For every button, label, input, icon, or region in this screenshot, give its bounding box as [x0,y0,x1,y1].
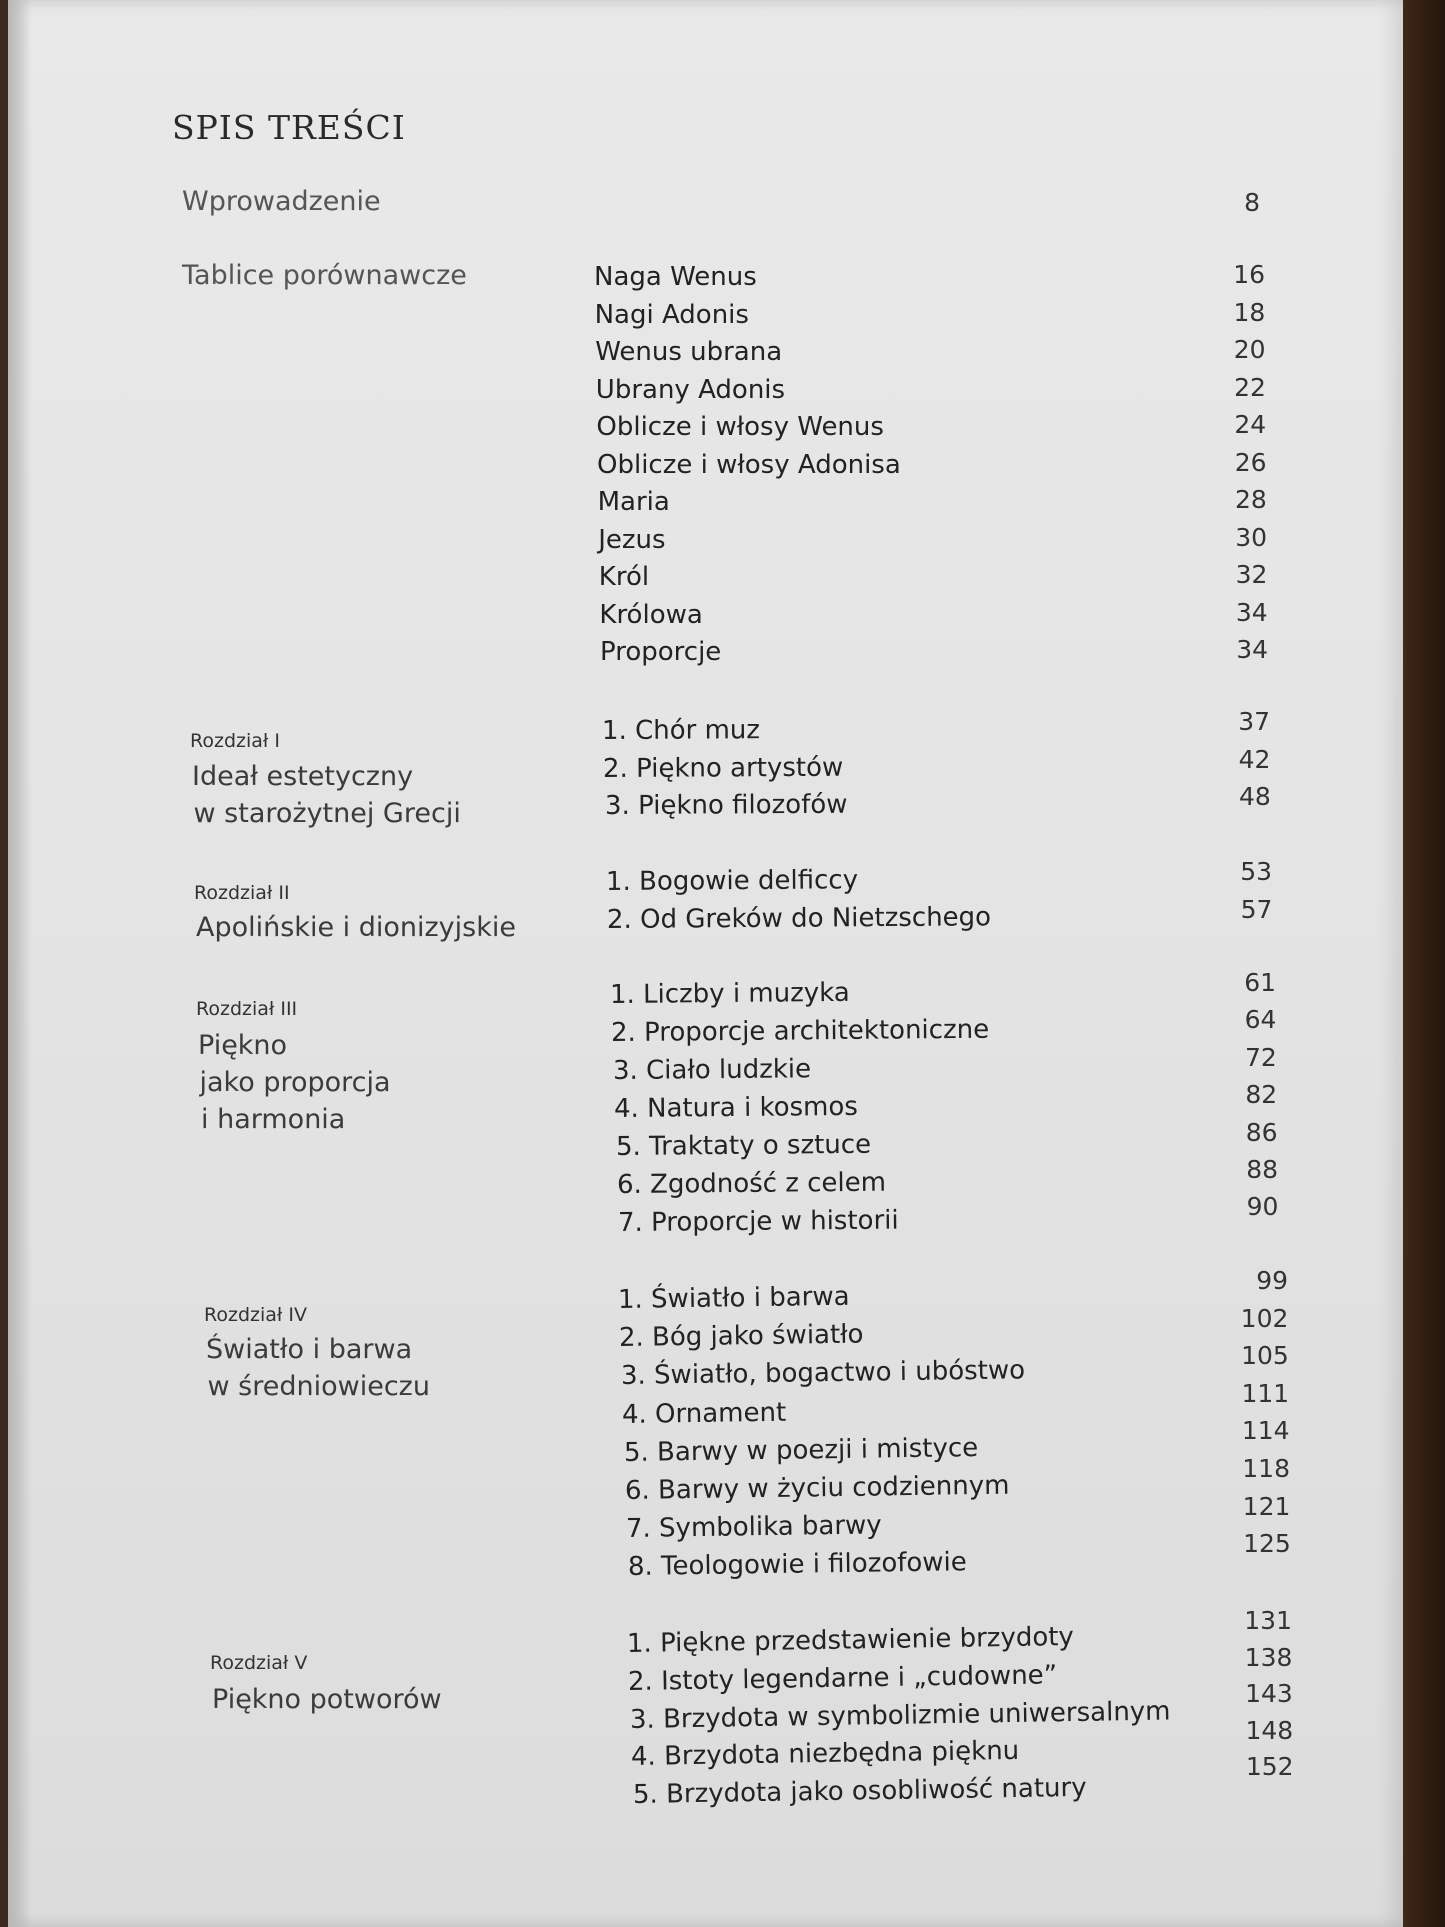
tables-section-title: Tablice porównawcze [182,260,467,291]
toc-entry-page-number: 121 [1242,1491,1291,1521]
toc-entry-title: Jezus [598,524,666,555]
toc-entry-title: 7. Proporcje w historii [618,1205,900,1238]
toc-entry-page-number: 86 [1245,1117,1278,1147]
toc-entry-title: 4. Natura i kosmos [614,1091,859,1124]
toc-entry-title: Oblicze i włosy Adonisa [597,449,901,480]
toc-entry-title: Król [598,562,650,592]
toc-entry-title: 2. Piękno artystów [603,752,844,784]
toc-entry-title: Maria [597,487,670,517]
toc-entry-title: 6. Barwy w życiu codziennym [624,1470,1010,1506]
toc-entry-page-number: 57 [1240,894,1273,924]
toc-entry-title: 1. Liczby i muzyka [609,977,850,1010]
chapter-title-line: Apolińskie i dionizyjskie [196,912,516,943]
toc-entry-page-number: 34 [1236,635,1268,664]
toc-entry-page-number: 26 [1234,447,1267,477]
toc-entry-title: Nagi Adonis [594,299,749,330]
toc-entry-page-number: 148 [1245,1715,1294,1745]
toc-entry-title: Królowa [599,599,703,630]
toc-entry-title: 2. Bóg jako światło [619,1319,865,1354]
toc-entry-page-number: 42 [1238,744,1271,774]
toc-entry-title: Oblicze i włosy Wenus [596,412,884,442]
toc-entry-page-number: 88 [1246,1155,1278,1184]
toc-entry-title: 3. Piękno filozofów [604,789,848,821]
toc-entry-title: Naga Wenus [594,262,757,292]
toc-entry-page-number: 118 [1242,1454,1290,1483]
toc-entry-title: 6. Zgodność z celem [616,1167,887,1200]
chapter-title-line: Piękno potworów [212,1684,442,1715]
toc-entry-title: 2. Istoty legendarne i „cudowne” [628,1660,1058,1697]
toc-entry-page-number: 22 [1234,372,1266,402]
toc-entry-page-number: 34 [1235,597,1268,627]
toc-entry-title: 1. Chór muz [601,715,761,746]
chapter-title-line: w starożytnej Grecji [193,798,461,829]
toc-entry-page-number: 20 [1233,335,1266,364]
toc-entry-page-number: 90 [1246,1192,1279,1222]
toc-entry-page-number: 37 [1238,707,1270,736]
toc-entry-title: 2. Proporcje architektoniczne [611,1014,990,1048]
chapter-title-line: i harmonia [201,1104,346,1135]
toc-entry-page-number: 64 [1244,1005,1277,1035]
toc-entry-title: 5. Barwy w poezji i mistyce [623,1432,978,1468]
toc-title: SPIS TREŚCI [172,108,406,147]
intro-title: Wprowadzenie [182,186,381,217]
chapter-label: Rozdział I [190,730,280,752]
chapter-label: Rozdział V [210,1652,308,1674]
toc-entry-page-number: 32 [1235,560,1268,589]
toc-entry-page-number: 131 [1244,1606,1292,1635]
toc-entry-page-number: 24 [1234,410,1267,439]
toc-entry-page-number: 102 [1240,1303,1289,1333]
toc-entry-title: 5. Brzydota jako osobliwość natury [632,1773,1087,1811]
chapter-title-line: jako proporcja [199,1067,391,1098]
toc-entry-page-number: 30 [1235,522,1268,552]
toc-entry-page-number: 82 [1245,1080,1278,1110]
toc-entry-title: 1. Światło i barwa [617,1281,850,1315]
toc-entry-page-number: 111 [1241,1378,1290,1408]
toc-entry-page-number: 138 [1244,1642,1293,1672]
toc-entry-page-number: 125 [1243,1529,1291,1559]
toc-entry-title: 1. Piękne przedstawienie brzydoty [626,1621,1075,1659]
chapter-label: Rozdział II [194,882,290,904]
chapter-label: Rozdział III [196,998,298,1020]
toc-entry-title: 7. Symbolika barwy [626,1510,883,1545]
toc-entry-page-number: 28 [1234,485,1267,514]
toc-entry-page-number: 18 [1233,297,1266,327]
toc-entry-page-number: 61 [1244,968,1276,997]
toc-entry-page-number: 105 [1241,1341,1289,1371]
chapter-title-line: Światło i barwa [206,1334,413,1365]
toc-entry-page-number: 152 [1245,1752,1294,1781]
intro-page-number: 8 [1244,188,1260,217]
toc-entry-page-number: 114 [1241,1416,1290,1446]
chapter-title-line: Piękno [198,1030,288,1061]
toc-entry-page-number: 99 [1256,1266,1288,1295]
chapter-title-line: Ideał estetyczny [192,761,414,792]
toc-entry-title: 4. Brzydota niezbędna pięknu [630,1736,1020,1773]
toc-entry-title: Proporcje [600,637,722,667]
toc-entry-title: 3. Brzydota w symbolizmie uniwersalnym [629,1696,1171,1735]
chapter-title-line: w średniowieczu [207,1371,430,1402]
toc-entry-title: 4. Ornament [621,1397,787,1430]
toc-entry-page-number: 48 [1238,782,1271,811]
toc-entry-title: 3. Ciało ludzkie [612,1054,811,1086]
toc-entry-title: 8. Teologowie i filozofowie [627,1547,967,1583]
toc-entry-page-number: 53 [1240,857,1272,886]
chapter-label: Rozdział IV [204,1304,307,1326]
toc-entry-title: 5. Traktaty o sztuce [615,1129,871,1162]
toc-entry-title: 1. Bogowie delficcy [605,865,859,897]
toc-entry-title: 2. Od Greków do Nietzschego [607,901,992,935]
toc-entry-page-number: 16 [1233,260,1265,289]
toc-entry-title: Ubrany Adonis [595,374,786,405]
toc-entry-page-number: 72 [1244,1042,1277,1072]
toc-entry-page-number: 143 [1245,1679,1293,1708]
toc-entry-title: 3. Światło, bogactwo i ubóstwo [620,1355,1026,1392]
toc-entry-title: Wenus ubrana [595,337,783,367]
page-gutter-shadow [8,0,32,1927]
